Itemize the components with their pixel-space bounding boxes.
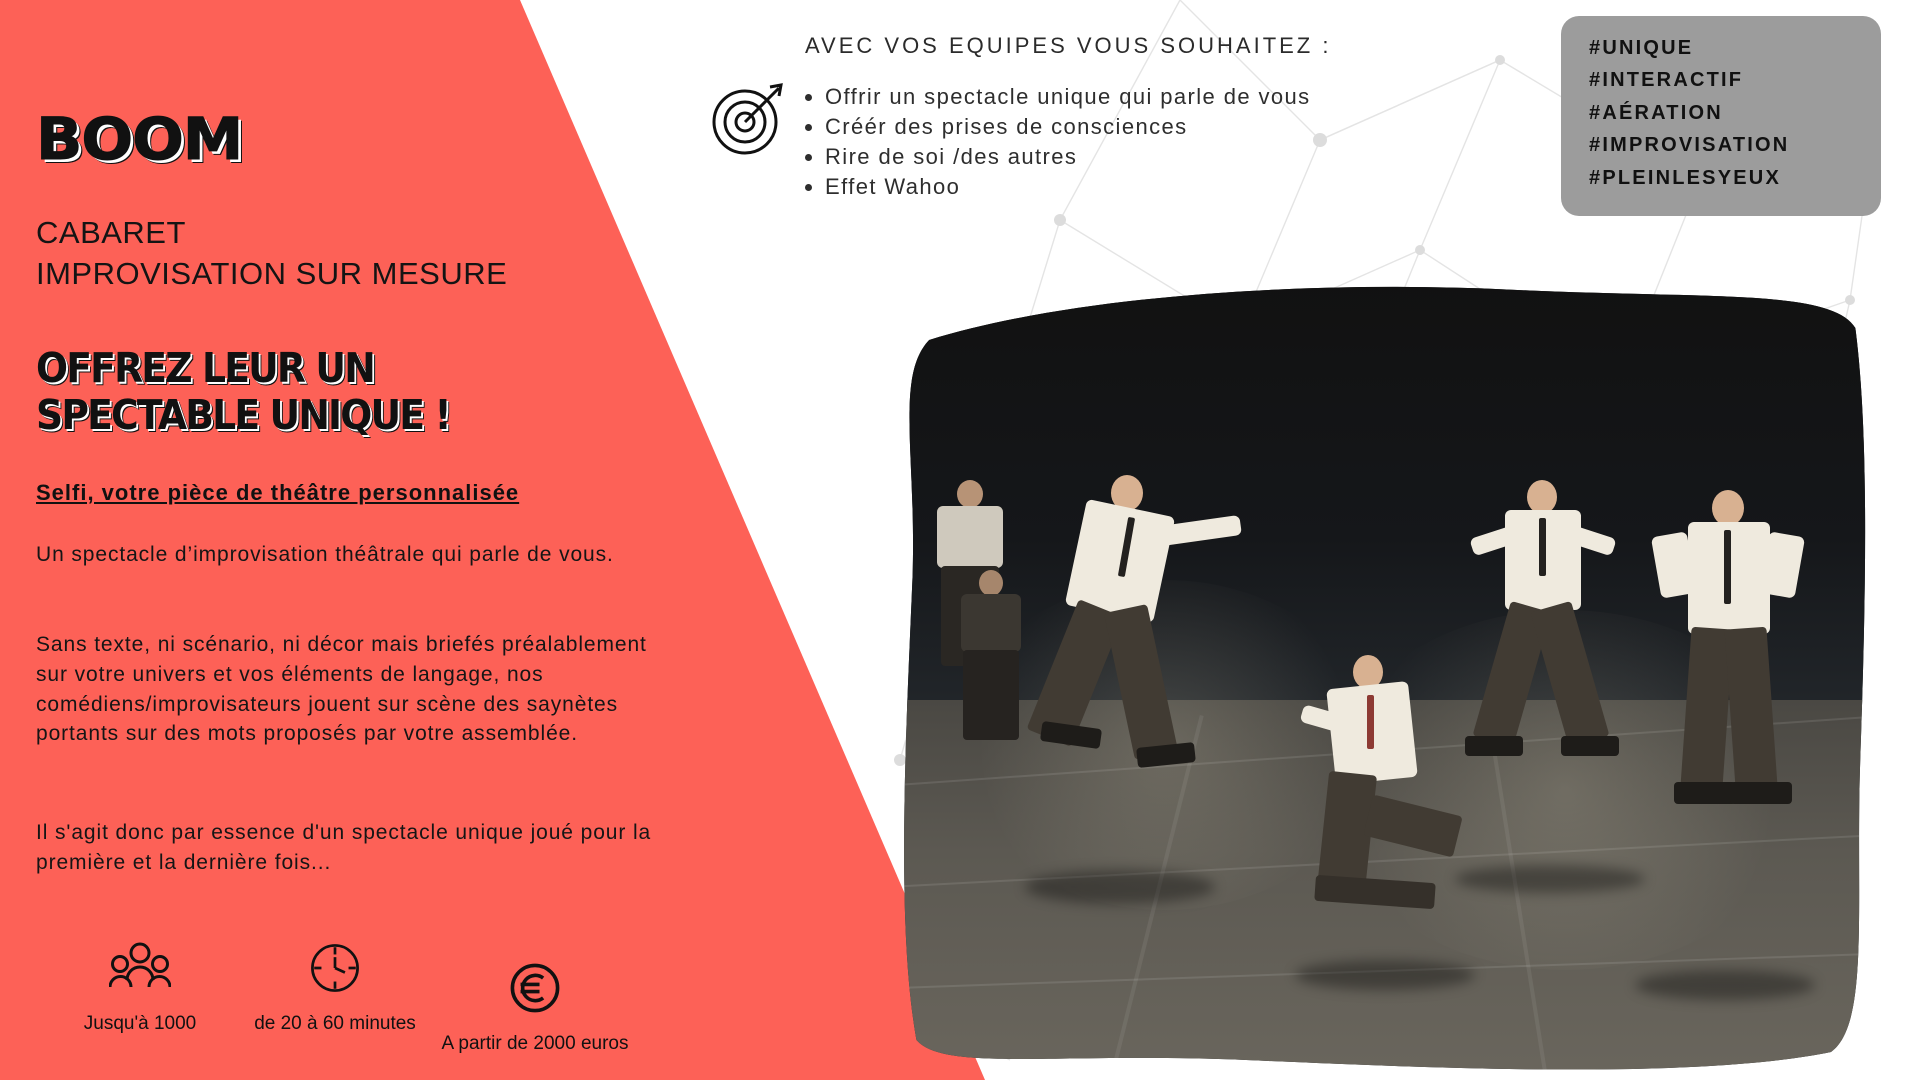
performer-shadow bbox=[1295, 960, 1475, 990]
performance-photo bbox=[895, 280, 1870, 1080]
headline: OFFREZ LEUR UN SPECTABLE UNIQUE ! bbox=[36, 344, 450, 440]
stat-capacity-label: Jusqu'à 1000 bbox=[83, 1012, 197, 1034]
paragraph-intro: Un spectacle d’improvisation théâtrale qui parle de vous. bbox=[36, 543, 614, 566]
target-arrow-icon bbox=[707, 78, 789, 165]
people-icon bbox=[55, 940, 225, 1003]
subtitle-line-2: IMPROVISATION SUR MESURE bbox=[36, 256, 508, 291]
stat-price-label: A partir de 2000 euros bbox=[441, 1032, 629, 1054]
list-item: • Offrir un spectacle unique qui parle de vous bbox=[825, 82, 1445, 111]
hashtag-item: #PLEINLESYEUX bbox=[1589, 166, 1781, 189]
performer-shadow bbox=[1025, 870, 1215, 904]
stat-duration bbox=[250, 940, 420, 1036]
list-item: • Créér des prises de consciences bbox=[825, 112, 1445, 141]
performer-shadow bbox=[1635, 970, 1815, 1000]
subtitle-line-1: CABARET bbox=[36, 215, 186, 250]
page-title: BOOM bbox=[36, 105, 243, 173]
hashtag-item: #UNIQUE bbox=[1589, 37, 1694, 59]
performer-shadow bbox=[1455, 865, 1645, 893]
clock-icon bbox=[250, 940, 420, 1003]
section-title: AVEC VOS EQUIPES VOUS SOUHAITEZ : bbox=[805, 33, 1332, 58]
hashtag-item: #AÉRATION bbox=[1589, 101, 1723, 124]
hashtag-item: #IMPROVISATION bbox=[1589, 134, 1790, 157]
paragraph-description: Sans texte, ni scénario, ni décor mais briefés préalablement sur votre univers et vos éléments de langage, nos comédiens/improvisateurs jouent sur scène des saynètes portants sur des mots proposés par votre assemblée. bbox=[36, 633, 647, 746]
list-item: • Effet Wahoo bbox=[825, 172, 1445, 201]
photo-canvas bbox=[895, 280, 1870, 1080]
stat-duration-label: de 20 à 60 minutes bbox=[254, 1012, 416, 1034]
stat-price bbox=[440, 960, 630, 1056]
lead-link[interactable]: Selfi, votre pièce de théâtre personnalisée bbox=[36, 480, 520, 505]
stat-capacity bbox=[55, 940, 225, 1036]
hashtag-item: #INTERACTIF bbox=[1589, 69, 1744, 92]
stats-row bbox=[0, 930, 760, 1080]
benefits-list bbox=[805, 82, 1445, 202]
list-item: • Rire de soi /des autres bbox=[825, 142, 1445, 171]
paragraph-conclusion: Il s'agit donc par essence d'un spectacle unique joué pour la première et la dernière fois... bbox=[36, 821, 652, 874]
hashtag-box bbox=[1561, 16, 1881, 216]
euro-icon bbox=[440, 960, 630, 1023]
